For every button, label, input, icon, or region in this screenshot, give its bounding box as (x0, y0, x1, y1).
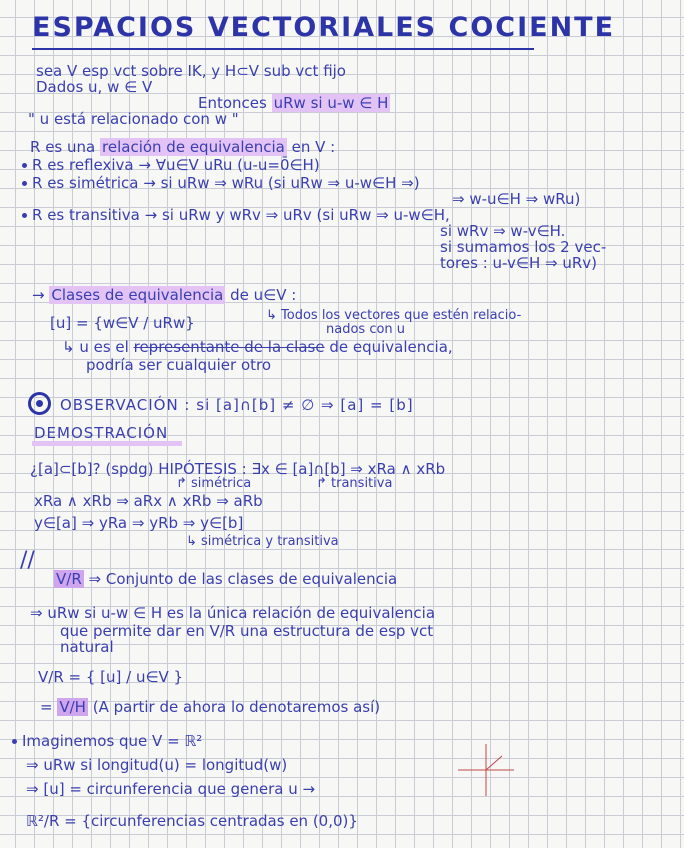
text-line (62, 338, 453, 356)
text-fragment: de u∈V : (230, 286, 297, 304)
target-icon (28, 392, 51, 415)
highlight: Clases de equivalencia (51, 286, 224, 304)
text-line: " u está relacionado con w " (28, 110, 239, 128)
text-fragment: R es reflexiva → ∀u∈V uRu (u-u=0̄∈H) (32, 156, 320, 174)
text-line (30, 138, 335, 156)
observation-line: OBSERVACIÓN : si [a]∩[b] ≠ ∅ ⇒ [a] = [b] (60, 396, 414, 414)
text-fragment: ↳ u es el (62, 338, 129, 356)
text-fragment: es una (45, 138, 96, 156)
text-line: [u] = {w∈V / uRw} (50, 314, 195, 332)
highlight: V/H (59, 698, 86, 716)
text-line: ¿[a]⊂[b]? (spdg) HIPÓTESIS : ∃x ∈ [a]∩[b] ⇒ xRa ∧ xRb (30, 460, 446, 478)
bullet-dot (22, 213, 27, 218)
text-line (54, 570, 397, 588)
text-fragment: ⇒ Conjunto de las clases de equivalencia (88, 570, 398, 588)
text-fragment: R es transitiva → si uRw y wRv ⇒ uRv (si uRw ⇒ u-w∈H, (32, 206, 450, 224)
text-fragment: R es simétrica → si uRw ⇒ wRu (si uRw ⇒ u-w∈H ⇒) (32, 174, 420, 192)
text-line (32, 286, 296, 304)
text-line: natural (60, 638, 114, 656)
text-line: si wRv ⇒ w-v∈H. (440, 222, 566, 240)
bullet-line (12, 732, 202, 750)
text-line: si sumamos los 2 vec- (440, 238, 607, 256)
text-line: Dados u, w ∈ V (36, 78, 153, 96)
highlight: relación de equivalencia (102, 138, 285, 156)
page-title: ESPACIOS VECTORIALES COCIENTE (32, 12, 616, 43)
text-fragment: en V : (291, 138, 336, 156)
text-fragment: Entonces (198, 94, 267, 112)
section-heading: DEMOSTRACIÓN (34, 424, 169, 442)
text-fragment: de equivalencia, (329, 338, 453, 356)
text-line: y∈[a] ⇒ yRa ⇒ yRb ⇒ y∈[b] (34, 514, 244, 532)
text-line: xRa ∧ xRb ⇒ aRx ∧ xRb ⇒ aRb (34, 492, 263, 510)
text-line: ⇒ [u] = circunferencia que genera u → (26, 780, 316, 798)
text-line: ℝ²/R = {circunferencias centradas en (0,0)} (26, 812, 358, 830)
bullet-line (22, 156, 320, 174)
text-line: ↳ Todos los vectores que estén relacio- (266, 308, 522, 323)
text-line: ⇒ w-u∈H ⇒ wRu) (452, 190, 581, 208)
text-line: ↳ simétrica y transitiva (186, 534, 339, 549)
text-fragment: R (30, 138, 46, 156)
text-line: ⇒ uRw si longitud(u) = longitud(w) (26, 756, 288, 774)
text-fragment: Imaginemos que V = ℝ² (22, 732, 203, 750)
text-line: podría ser cualquier otro (86, 356, 272, 374)
struck-text: representante de la clase (133, 338, 325, 356)
title-underline (32, 48, 534, 50)
text-line: sea V esp vct sobre IK, y H⊂V sub vct fijo (36, 62, 346, 80)
bullet-line (22, 206, 450, 224)
text-line: nados con u (326, 322, 406, 337)
text-line: V/R = { [u] / u∈V } (38, 668, 184, 686)
text-line: que permite dar en V/R una estructura de esp vct (60, 622, 434, 640)
text-line: ↱ simétrica (176, 476, 252, 491)
text-fragment: = (40, 698, 53, 716)
vector-arrow (486, 756, 502, 770)
bullet-line (22, 174, 420, 192)
text-line (40, 698, 380, 716)
bullet-dot (12, 739, 17, 744)
text-fragment: (A partir de ahora lo denotaremos así) (92, 698, 381, 716)
text-line: ⇒ uRw si u-w ∈ H es la única relación de equivalencia (30, 604, 436, 622)
bullet-dot (22, 181, 27, 186)
highlight: uRw si u-w ∈ H (273, 94, 389, 112)
highlight: V/R (56, 570, 82, 588)
text-line: tores : u-v∈H ⇒ uRv) (440, 254, 598, 272)
bullet-dot (22, 163, 27, 168)
circle-sketch (450, 740, 520, 800)
text-line: ↱ transitiva (316, 476, 393, 491)
end-proof-mark: // (20, 548, 35, 573)
arrow-icon: → (32, 286, 45, 304)
